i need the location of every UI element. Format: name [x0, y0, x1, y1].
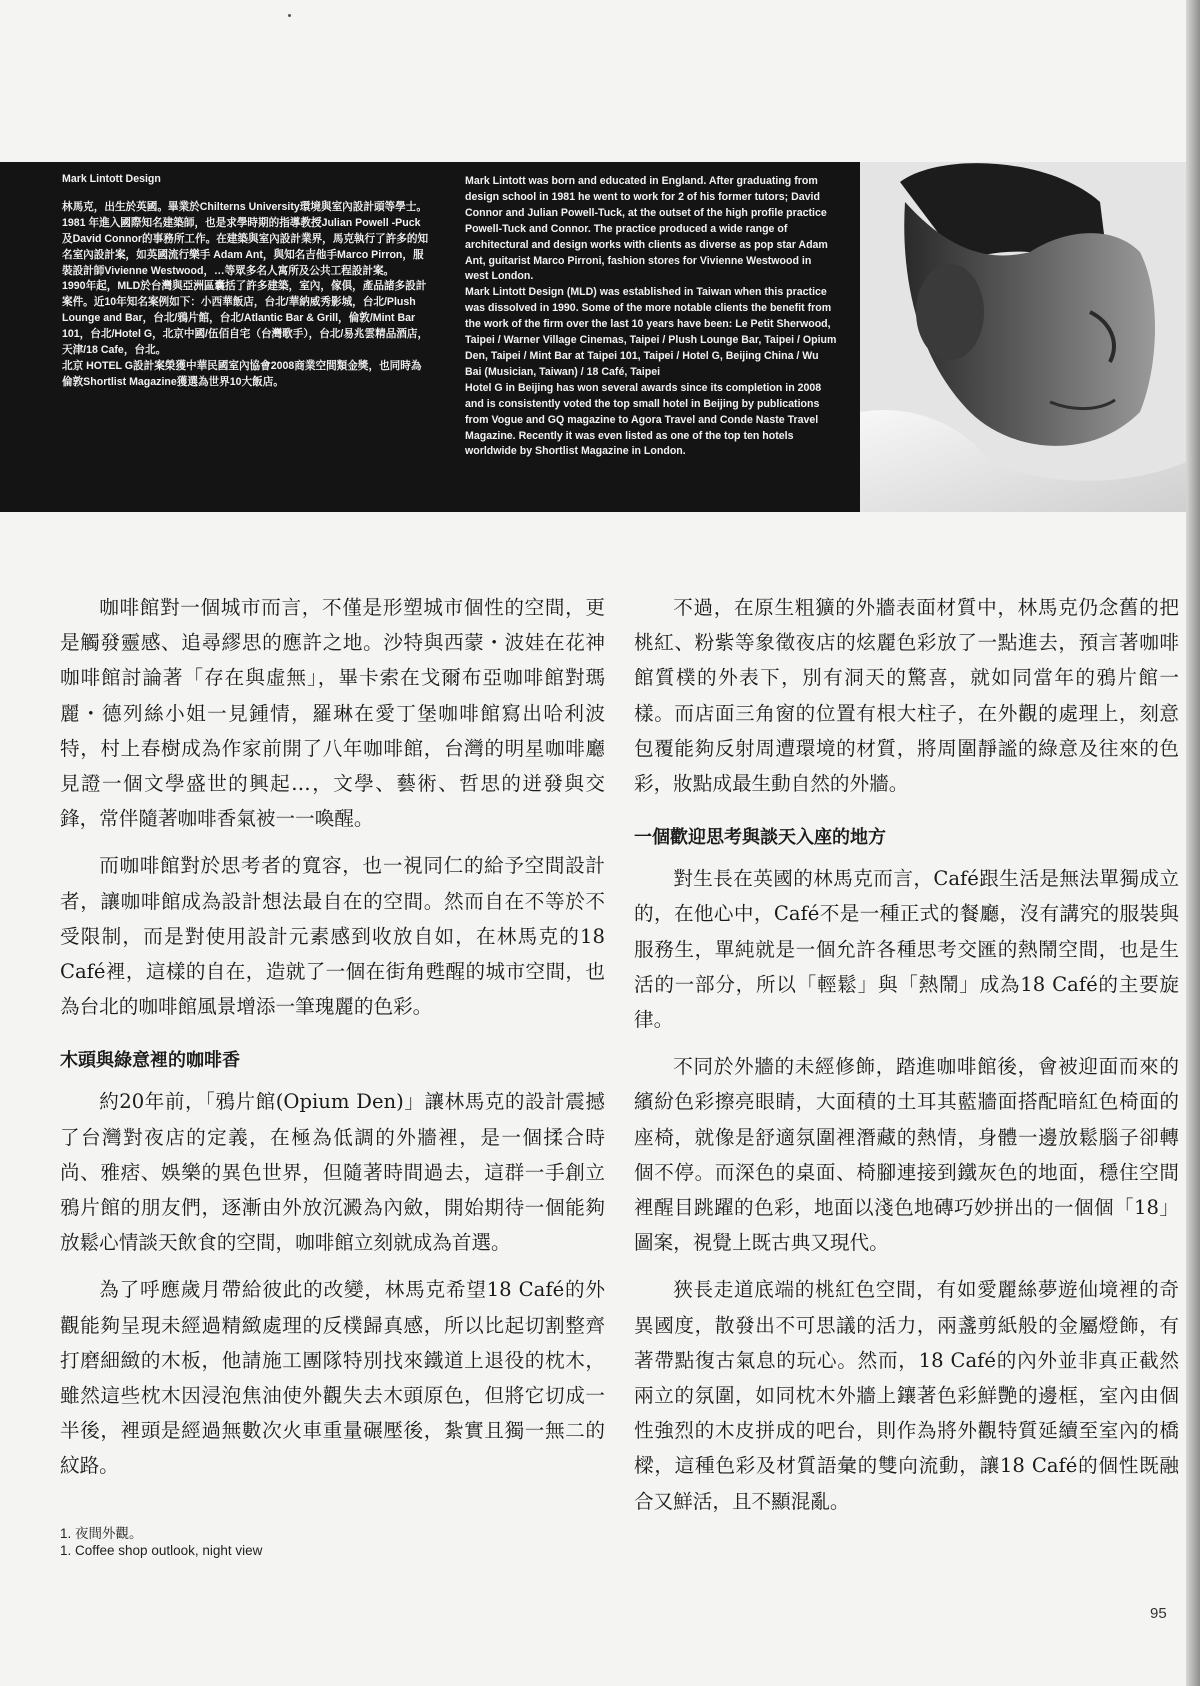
designer-portrait-photo	[860, 162, 1186, 512]
bio-english-column	[465, 174, 837, 460]
body-paragraph: 對生長在英國的林馬克而言，Café跟生活是無法單獨成立的，在他心中，Café不是一種正式的餐廳，沒有講究的服裝與服務生，單純就是一個允許各種思考交匯的熱鬧空間，也是生活的一部分，所以「輕鬆」與「熱鬧」成為18 Café的主要旋律。	[634, 867, 1179, 1032]
section-heading: 木頭與綠意裡的咖啡香	[60, 1050, 240, 1072]
bio-en-paragraph: Mark Lintott Design (MLD) was established in Taiwan when this practice was dissolved in 1990. Some of the more notable clients the benefit from the work of the firm over the last 10 years have been: Le Petit Sherwood, Taipei / Warner Village Cinemas, Taipei / Plush Lounge Bar, Taipei / Opium Den, Taipei / Mint Bar at Taipei 101, Taipei / Hotel G, Beijing China / Wu Bai (Musician, Taiwan) / 18 Café, Taipei	[465, 286, 837, 378]
body-paragraph: 不同於外牆的未經修飾，踏進咖啡館後，會被迎面而來的繽紛色彩擦亮眼睛，大面積的土耳其藍牆面搭配暗紅色椅面的座椅，就像是舒適氛圍裡潛藏的熱情，身體一邊放鬆腦子卻轉個不停。而深色的桌面、椅腳連接到鐵灰色的地面，穩住空間裡醒目跳躍的色彩，地面以淺色地磚巧妙拼出的一個個「18」圖案，視覺上既古典又現代。	[634, 1055, 1179, 1255]
caption-english: 1. Coffee shop outlook, night view	[60, 1543, 263, 1558]
bio-zh-paragraph: 1990年起，MLD於台灣與亞洲區囊括了許多建築，室內，傢俱，產品諸多設計案件。近10年知名案例如下：小西華飯店，台北/華納威秀影城，台北/Plush Lounge and Bar，台北/鴉片館，台北/Atlantic Bar & Grill，倫敦/Mint Bar 101，台北/Hotel G，北京中國/伍佰自宅（台灣歌手），台北/易兆雲精品酒店，天津/18 Cafe，台北。	[62, 280, 429, 357]
bio-zh-paragraph: 北京 HOTEL G設計案榮獲中華民國室內協會2008商業空間類金獎，也同時為倫敦Shortlist Magazine獲選為世界10大飯店。	[62, 359, 422, 388]
body-paragraph: 約20年前，「鴉片館(Opium Den)」讓林馬克的設計震撼了台灣對夜店的定義，在極為低調的外牆裡，是一個揉合時尚、雅痞、娛樂的異色世界，但隨著時間過去，這群一手創立鴉片館的朋友們，逐漸由外放沉澱為內斂，開始期待一個能夠放鬆心情談天飲食的空間，咖啡館立刻就成為首選。	[60, 1090, 605, 1255]
body-paragraph: 而咖啡館對於思考者的寬容，也一視同仁的給予空間設計者，讓咖啡館成為設計想法最自在的空間。然而自在不等於不受限制，而是對使用設計元素感到收放自如，在林馬克的18 Café裡，這樣的自在，造就了一個在街角甦醒的城市空間，也為台北的咖啡館風景增添一筆瑰麗的色彩。	[60, 854, 605, 1019]
bio-chinese-column	[62, 172, 430, 391]
article-right-column	[634, 590, 1179, 1531]
photo-caption	[60, 1525, 262, 1559]
bio-en-paragraph: Mark Lintott was born and educated in England. After graduating from design school in 1981 he went to work for 2 of his former tutors; David Connor and Julian Powell-Tuck, at the outset of the high profile practice Powell-Tuck and Connor. The practice produced a wide range of architectural and design works with clients as diverse as pop star Adam Ant, guitarist Marco Pirroni, fashion stores for Vivienne Westwood in west London.	[465, 175, 828, 283]
body-paragraph: 狹長走道底端的桃紅色空間，有如愛麗絲夢遊仙境裡的奇異國度，散發出不可思議的活力，兩盞剪紙般的金屬燈飾，有著帶點復古氣息的玩心。然而，18 Café的內外並非真正截然兩立的氛圍，如同枕木外牆上鑲著色彩鮮艷的邊框，室內由個性強烈的木皮拼成的吧台，則作為將外觀特質延續至室內的橋樑，這種色彩及材質語彙的雙向流動，讓18 Café的個性既融合又鮮活，且不顯混亂。	[634, 1278, 1179, 1513]
bio-title: Mark Lintott Design	[62, 173, 161, 185]
article-left-column	[60, 590, 605, 1496]
bio-zh-paragraph: 林馬克，出生於英國。畢業於Chilterns University環境與室內設計頭等學士。 1981 年進入國際知名建築師，也是求學時期的指導教授Julian Powell -Puck及David Connor的事務所工作。在建築與室內設計業界，馬克執行了許多的知名室內設計案，如英國流行樂手 Adam Ant，與知名吉他手Marco Pirron，服裝設計師Vivienne Westwood，…等眾多名人寓所及公共工程設計案。	[62, 200, 429, 277]
body-paragraph: 咖啡館對一個城市而言，不僅是形塑城市個性的空間，更是觸發靈感、追尋繆思的應許之地。沙特與西蒙・波娃在花神咖啡館討論著「存在與虛無」，畢卡索在戈爾布亞咖啡館對瑪麗・德列絲小姐一見鍾情，羅琳在愛丁堡咖啡館寫出哈利波特，村上春樹成為作家前開了八年咖啡館，台灣的明星咖啡廳見證一個文學盛世的興起…，文學、藝術、哲思的迸發與交鋒，常伴隨著咖啡香氣被一一喚醒。	[60, 596, 605, 831]
bio-en-paragraph: Hotel G in Beijing has won several awards since its completion in 2008 and is consistently voted the top small hotel in Beijing by publications from Vogue and GQ magazine to Agora Travel and Conde Naste Travel Magazine. Recently it was even listed as one of the top ten hotels worldwide by Shortlist Magazine in London.	[465, 381, 822, 458]
body-paragraph: 不過，在原生粗獷的外牆表面材質中，林馬克仍念舊的把桃紅、粉紫等象徵夜店的炫麗色彩放了一點進去，預言著咖啡館質樸的外表下，別有洞天的驚喜，就如同當年的鴉片館一樣。而店面三角窗的位置有根大柱子，在外觀的處理上，刻意包覆能夠反射周遭環境的材質，將周圍靜謐的綠意及往來的色彩，妝點成最生動自然的外牆。	[634, 596, 1179, 796]
page-number: 95	[1150, 1605, 1167, 1622]
caption-chinese: 1. 夜間外觀。	[60, 1526, 143, 1541]
portrait-illustration	[860, 162, 1186, 512]
section-heading: 一個歡迎思考與談天入座的地方	[634, 827, 886, 849]
scan-speck	[288, 14, 291, 17]
designer-bio-band	[0, 162, 1186, 512]
page-edge	[1186, 0, 1200, 1686]
body-paragraph: 為了呼應歲月帶給彼此的改變，林馬克希望18 Café的外觀能夠呈現未經過精緻處理的反樸歸真感，所以比起切割整齊打磨細緻的木板，他請施工團隊特別找來鐵道上退役的枕木，雖然這些枕木因浸泡焦油使外觀失去木頭原色，但將它切成一半後，裡頭是經過無數次火車重量碾壓後，紮實且獨一無二的紋路。	[60, 1278, 605, 1478]
